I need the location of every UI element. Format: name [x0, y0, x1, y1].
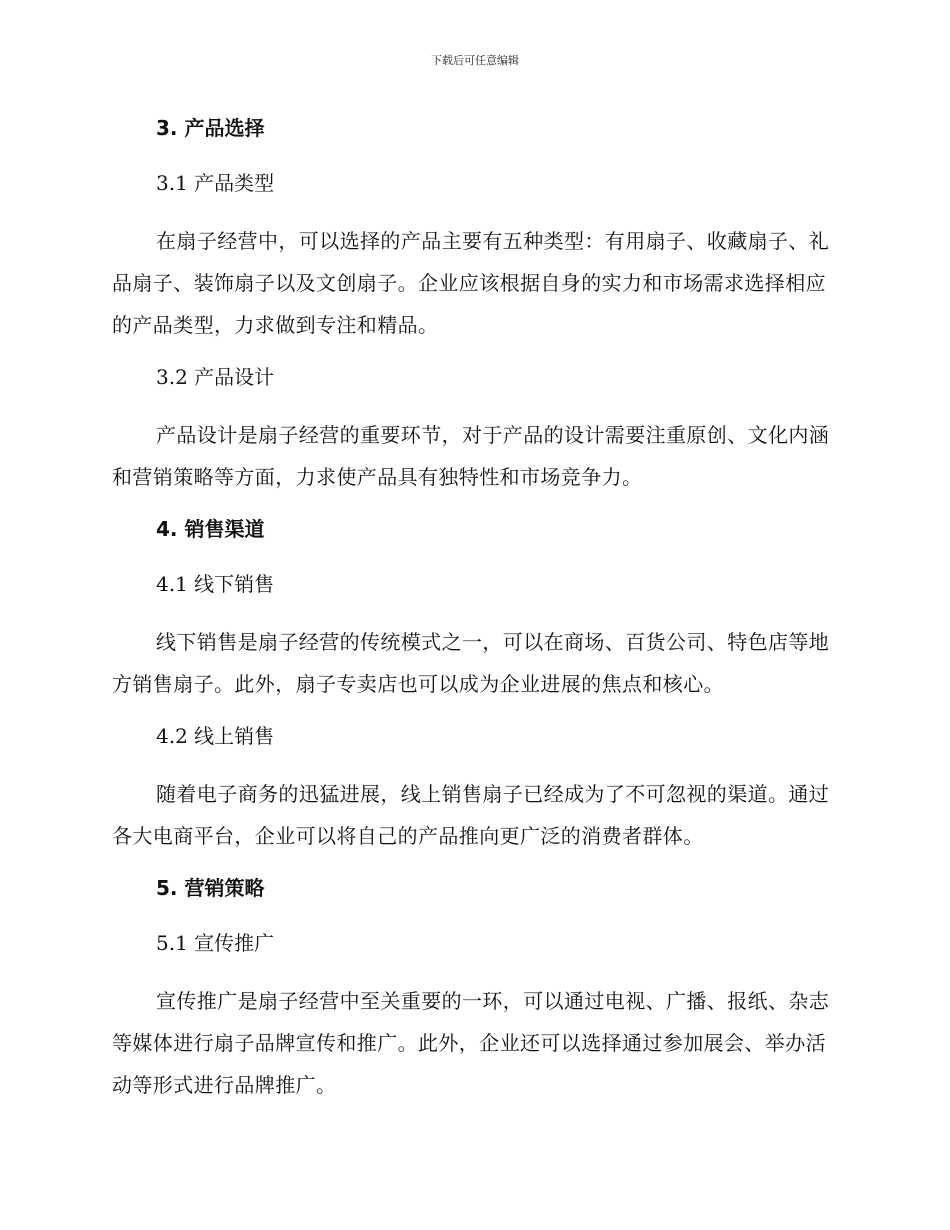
body-paragraph: 在扇子经营中，可以选择的产品主要有五种类型：有用扇子、收藏扇子、礼品扇子、装饰扇子以及文创扇子。企业应该根据自身的实力和市场需求选择相应的产品类型，力求做到专注和精品。 — [112, 229, 830, 337]
body-paragraph: 线下销售是扇子经营的传统模式之一，可以在商场、百货公司、特色店等地方销售扇子。此外，扇子专卖店也可以成为企业进展的焦点和核心。 — [112, 630, 830, 696]
body-paragraph: 宣传推广是扇子经营中至关重要的一环，可以通过电视、广播、报纸、杂志等媒体进行扇子品牌宣传和推广。此外，企业还可以选择通过参加展会、举办活动等形式进行品牌推广。 — [112, 989, 830, 1097]
subsection-heading: 3.1 产品类型 — [156, 171, 275, 195]
section-heading: 4. 销售渠道 — [156, 517, 265, 541]
section-heading: 5. 营销策略 — [156, 876, 265, 900]
section-marketing-strategy — [112, 870, 832, 1106]
body-paragraph: 产品设计是扇子经营的重要环节，对于产品的设计需要注重原创、文化内涵和营销策略等方面，力求使产品具有独特性和市场竞争力。 — [112, 423, 830, 489]
document-body — [112, 110, 832, 1119]
subsection-heading: 5.1 宣传推广 — [156, 931, 275, 955]
body-paragraph: 随着电子商务的迅猛进展，线上销售扇子已经成为了不可忽视的渠道。通过各大电商平台，企业可以将自己的产品推向更广泛的消费者群体。 — [112, 782, 830, 848]
section-sales-channels — [112, 511, 832, 857]
subsection-heading: 4.2 线上销售 — [156, 724, 275, 748]
section-heading: 3. 产品选择 — [156, 116, 265, 140]
subsection-heading: 4.1 线下销售 — [156, 572, 275, 596]
section-product-selection — [112, 110, 832, 498]
subsection-heading: 3.2 产品设计 — [156, 365, 275, 389]
page-header: 下载后可任意编辑 — [431, 54, 519, 67]
